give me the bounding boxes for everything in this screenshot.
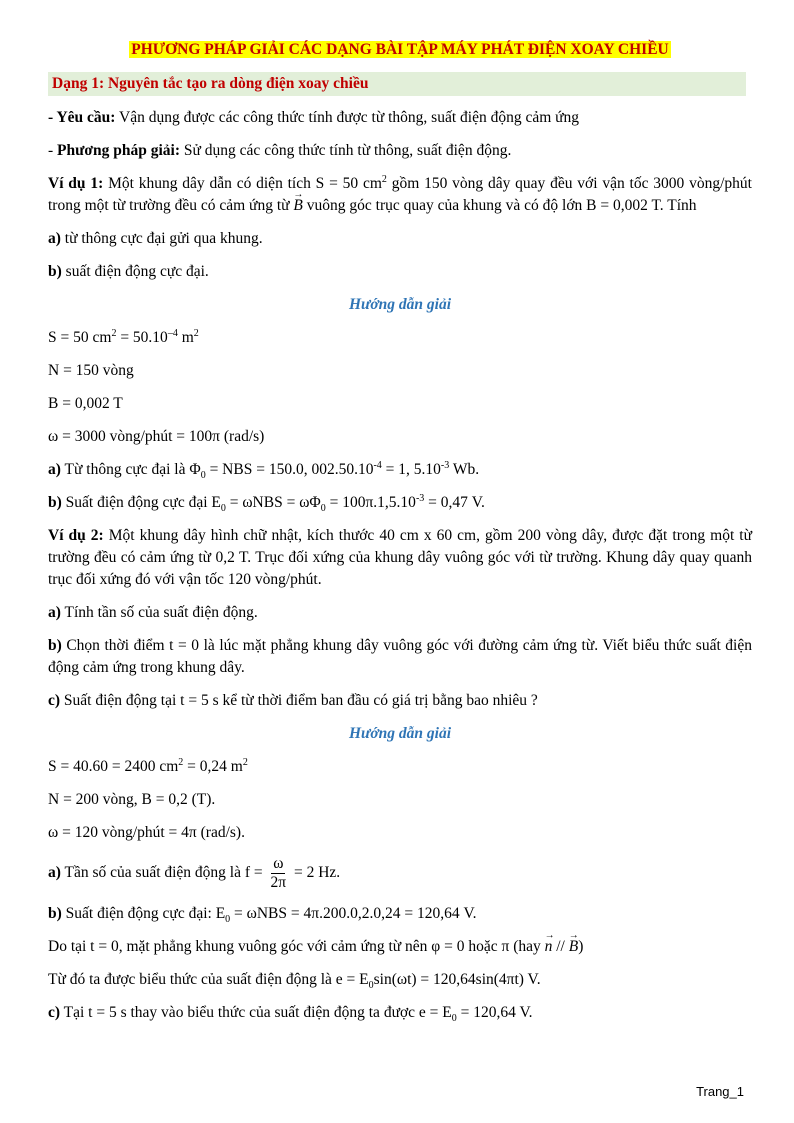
document-page [48, 40, 752, 1024]
vector-b-symbol: → B [293, 195, 302, 217]
method-line: - Phương pháp giải: Sử dụng các công thức tính từ thông, suất điện động. [48, 142, 512, 159]
requirement-line: - Yêu cầu: Vận dụng được các công thức tính được từ thông, suất điện động cảm ứng [48, 109, 580, 126]
vector-b-symbol: → B [569, 936, 578, 958]
solution-heading-2: Hướng dẫn giải [348, 725, 451, 742]
solution-1-answer-a: a) Từ thông cực đại là $\Phi_0$ = NBS = 150.0, $002.50.10^{-4} = 1$, $5.10^{-3}$ Wb. [48, 459, 480, 482]
solution-2-expression: Từ đó ta được biểu thức của suất điện động là $e = E_0\sin(\omega t) = 120,64\sin(4\pi t)$ V. [48, 971, 541, 992]
solution-1-area: S = 50 $cm^2 = 50.10^{-4}$ $m^2$ [48, 327, 199, 346]
solution-2-omega: ω = 120 vòng/phút = 4π (rad/s). [48, 824, 245, 841]
example-1: Ví dụ 1: Một khung dây dẫn có diện tích S = 50 $cm^2$ gồm 150 vòng dây quay đều với vận tốc 3000 vòng/phút trong một từ trường đều có cảm ứng từ → B vuông góc trục quay của khung và có độ lớn B = 0,002 T. Tính [48, 173, 752, 217]
solution-2-area: S = 40.60 = 2400 $cm^2 = 0,24$ $m^2$ [48, 756, 248, 775]
example-1-question-b: b) suất điện động cực đại. [48, 263, 209, 280]
solution-1-omega: ω = 3000 vòng/phút = 100π (rad/s) [48, 428, 265, 445]
vector-n-symbol: → n [545, 936, 553, 958]
solution-1-turns: N = 150 vòng [48, 362, 134, 379]
solution-1-field: B = 0,002 T [48, 395, 123, 412]
solution-heading-1: Hướng dẫn giải [348, 296, 451, 313]
solution-2-phase-note: Do tại t = 0, mặt phẳng khung vuông góc với cảm ứng từ nên φ = 0 hoặc π (hay → n // → B) [48, 936, 752, 958]
example-2: Ví dụ 2: Một khung dây hình chữ nhật, kích thước 40 cm x 60 cm, gồm 200 vòng dây, được đặt trong một từ trường đều có cảm ứng từ 0,2 T. Trục đối xứng của khung dây vuông góc với từ trường. Khung dây quay quanh trục đối xứng đó với vận tốc 120 vòng/phút. [48, 527, 752, 588]
page-title: PHƯƠNG PHÁP GIẢI CÁC DẠNG BÀI TẬP MÁY PHÁT ĐIỆN XOAY CHIỀU [131, 41, 669, 58]
example-2-question-b: b) Chọn thời điểm t = 0 là lúc mặt phẳng khung dây vuông góc với đường cảm ứng từ. Viết biểu thức suất điện động cảm ứng trong khung dây. [48, 637, 752, 676]
solution-1-answer-b: b) Suất điện động cực đại $E_0 = \omega NBS = \omega\Phi_0 = 100\pi.1,5.10^{-3} = 0,47$ V. [48, 492, 485, 515]
example-2-question-c: c) Suất điện động tại t = 5 s kể từ thời điểm ban đầu có giá trị bằng bao nhiêu ? [48, 692, 538, 709]
section-heading: Dạng 1: Nguyên tắc tạo ra dòng điện xoay chiều [48, 72, 746, 96]
solution-2-answer-c: c) Tại t = 5 s thay vào biểu thức của suất điện động ta được $e = E_0 = 120,64$ V. [48, 1004, 533, 1025]
example-2-question-a: a) Tính tần số của suất điện động. [48, 604, 258, 621]
solution-2-answer-a: a) Tần số của suất điện động là f = $\frac{\omega}{2\pi}$ = 2 Hz. [48, 855, 341, 891]
frequency-fraction: $\frac{\omega}{2\pi}$ [270, 855, 287, 891]
example-1-question-a: a) từ thông cực đại gửi qua khung. [48, 230, 263, 247]
solution-2-turns-field: N = 200 vòng, B = 0,2 (T). [48, 791, 216, 808]
page-number: Trang_1 [696, 1084, 744, 1099]
solution-2-answer-b: b) Suất điện động cực đại: $E_0 = \omega NBS = 4\pi.200.0,2.0,24 = 120,64$ V. [48, 905, 477, 926]
